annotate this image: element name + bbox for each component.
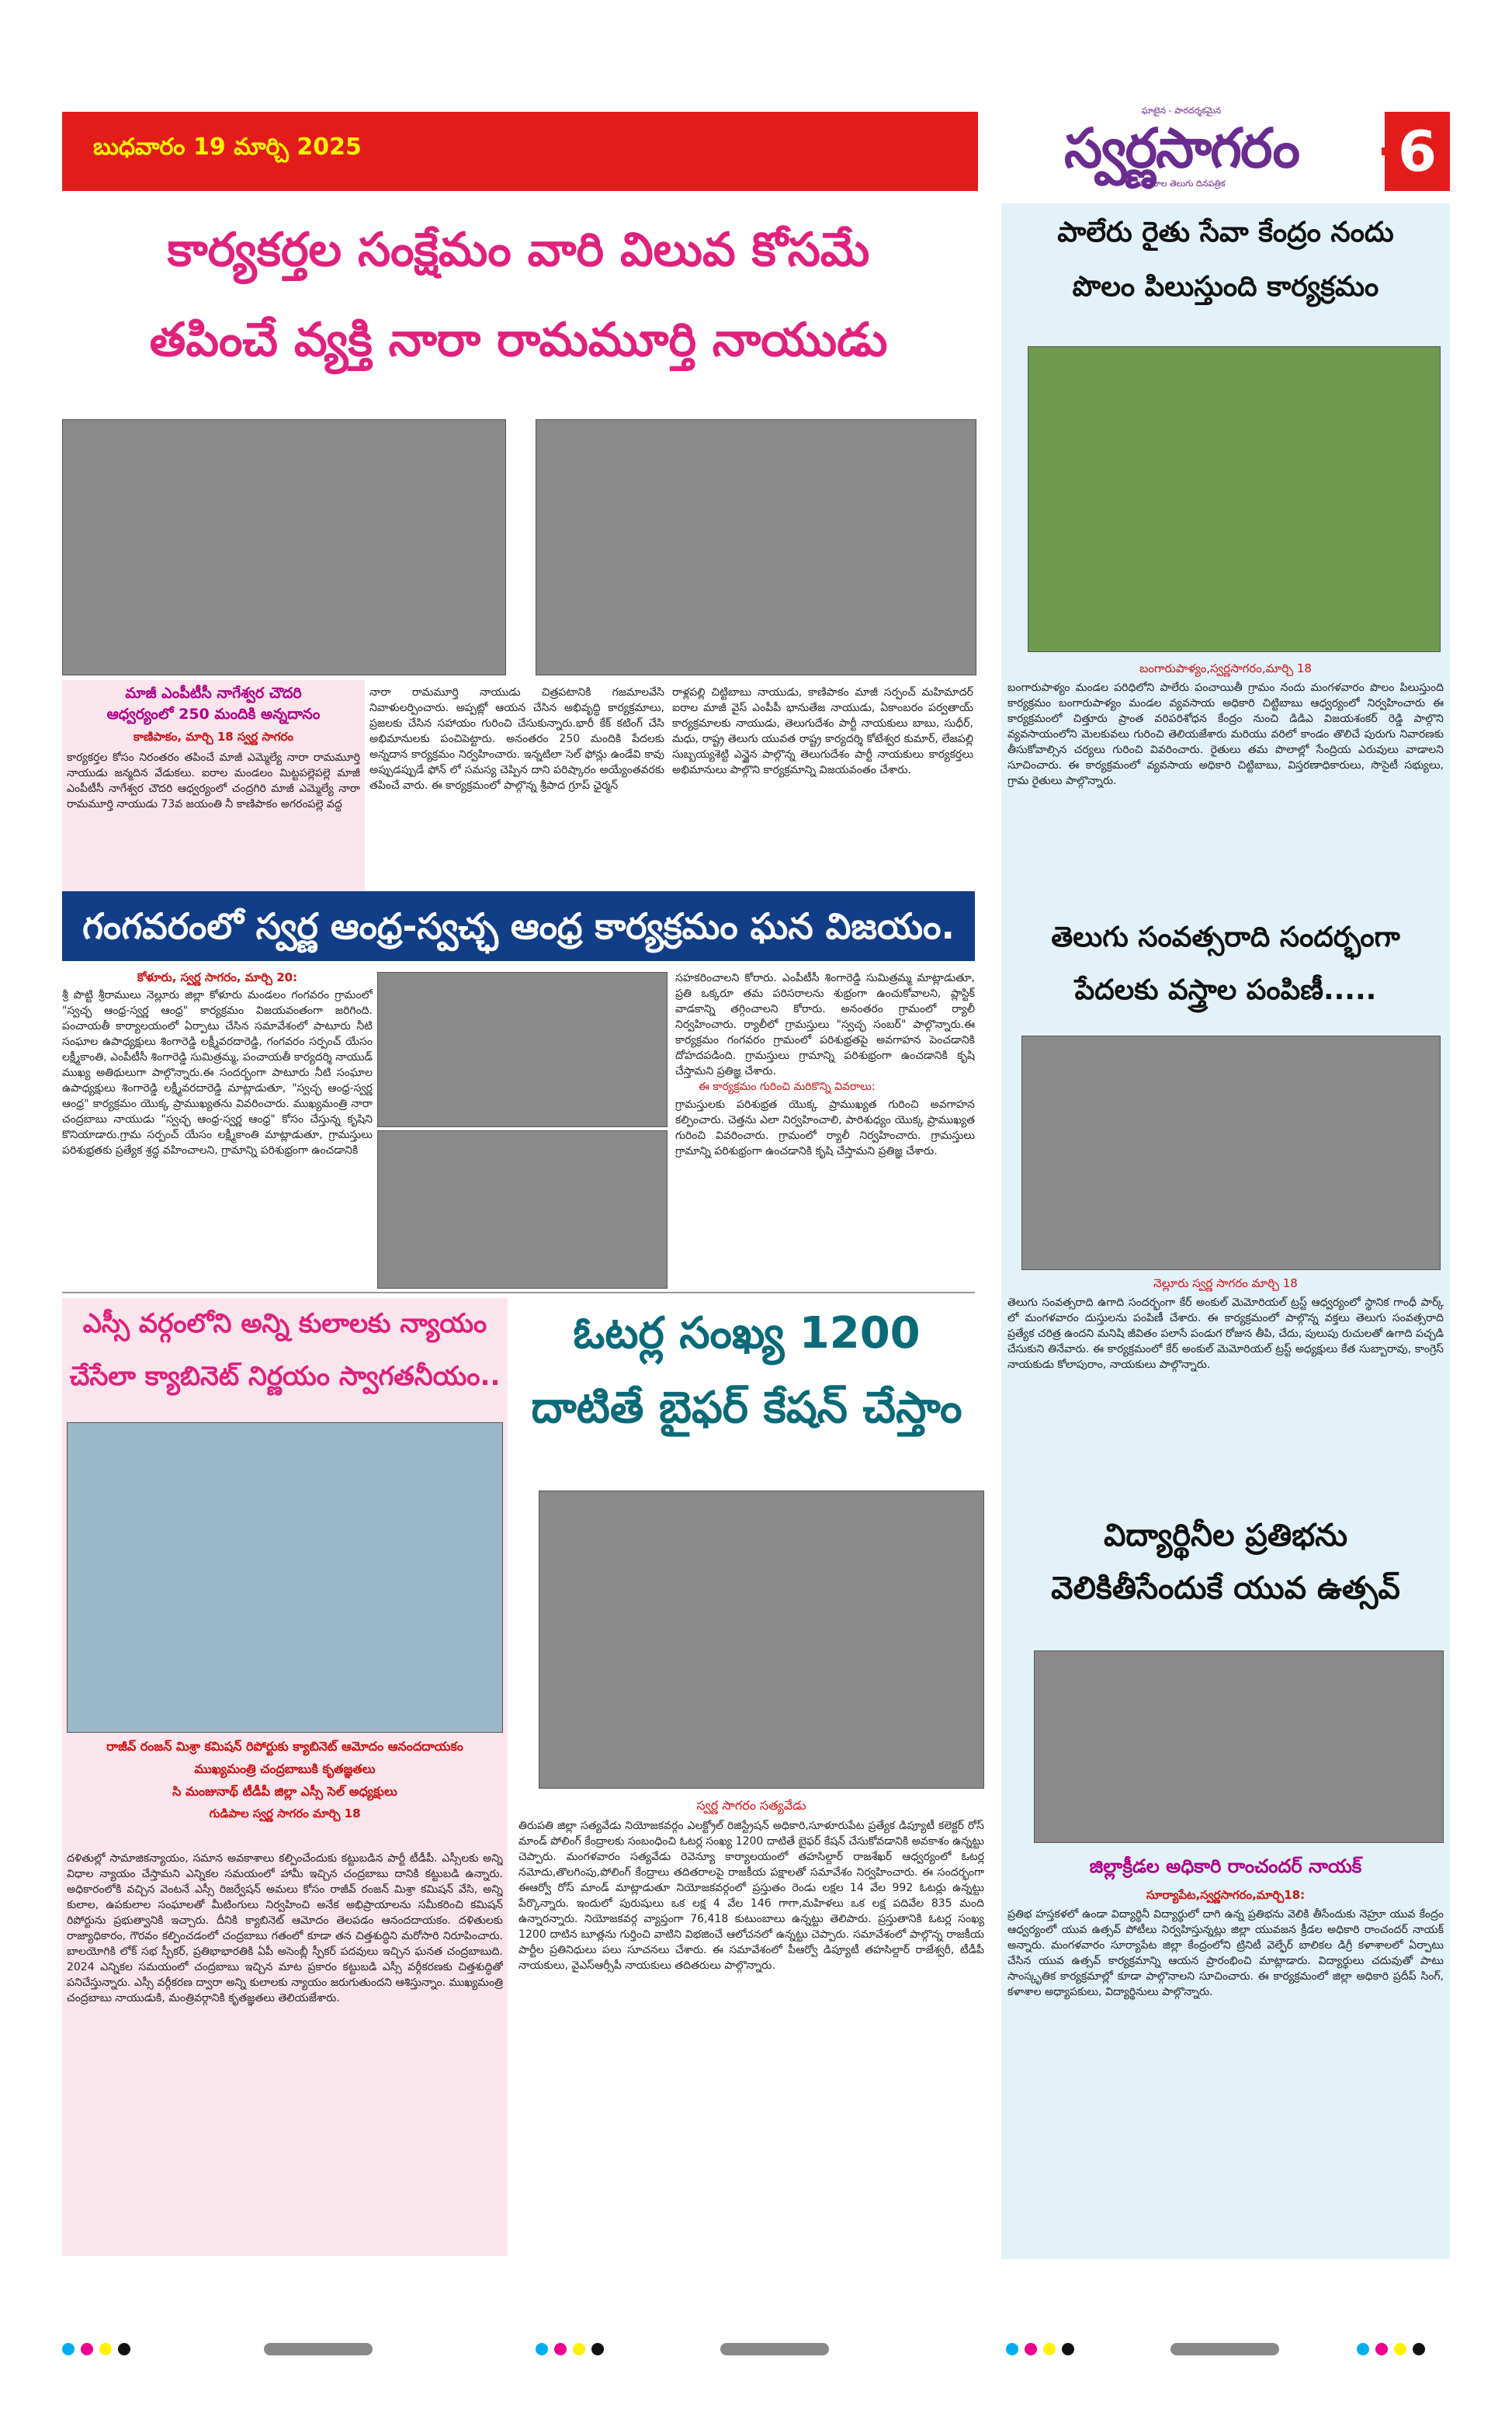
story4-headline-line1: ఓటర్ల సంఖ్య 1200 [573, 1308, 921, 1359]
story1-subheading1: మాజీ ఎంపీటీసీ నాగేశ్వర చౌదరి [125, 685, 302, 702]
story3-headline-line1: ఎస్సీ వర్గంలోని అన్ని కులాలకు న్యాయం [82, 1308, 487, 1339]
logo-top-line: ఘాటైన - పారదర్శకమైన [1141, 106, 1222, 116]
story7-event-photo [1034, 1650, 1444, 1843]
story6-headline-line1: తెలుగు సంవత్సరాది సందర్భంగా [1051, 921, 1400, 953]
story2-highlight: ఈ కార్యక్రమం గురించి మరికొన్ని వివరాలు: [699, 1081, 876, 1093]
footer-register-bar-1 [264, 2343, 373, 2355]
story3-caption1: రాజీవ్ రంజన్ మిశ్రా కమిషన్ రిపోర్టుకు క్యాబినెట్ ఆమోదం ఆనందదాయకం [106, 1739, 463, 1754]
footer-color-marks-3 [1006, 2343, 1074, 2355]
story2-col1: శ్రీ పొట్టి శ్రీరాములు నెల్లూరు జిల్లా కోళూరు మండలం గంగవరం గ్రామంలో "స్వచ్ఛ ఆంధ్ర-స్వర్ణ ఆంధ్ర" కార్యక్రమం విజయవంతంగా జరిగింది. పంచాయతీ కార్యాలయంలో ఏర్పాటు చేసిన సమావేశంలో పాటూరు నీటి సంఘాల ఉపాధ్యక్షులు శింగారెడ్డి లక్ష్మీవరదారెడ్డి, గంగవరం సర్పంచ్ యేసం లక్ష్మీకాంతి, ఎంపీటీసీ శింగారెడ్డి సుమిత్రమ్మ, పంచాయతీ కార్యదర్శి నాయుడ్ ముఖ్య అతిథులుగా పాల్గొన్నారు.ఈ సందర్భంగా పాటూరు నీటి సంఘాల ఉపాధ్యక్షులు శింగారెడ్డి లక్ష్మీవరదారెడ్డి మాట్లాడుతూ, "స్వచ్ఛ ఆంధ్ర-స్వర్ణ ఆంధ్ర" కార్యక్రమం యొక్క ప్రాముఖ్యతను వివరించారు. ముఖ్యమంత్రి నారా చంద్రబాబు నాయుడు "స్వచ్ఛ ఆంధ్ర-స్వర్ణ ఆంధ్ర" కోసం చేస్తున్న కృషిని కొనియాడారు.గ్రామ సర్పంచ్ యేసం లక్ష్మీకాంతి మాట్లాడుతూ, గ్రామస్తులు పరిశుభ్రతకు ప్రత్యేక శ్రద్ధ వహించాలని, గ్రామాన్ని పరిశుభ్రంగా ఉంచడానికి [62, 989, 373, 1157]
story5-headline-line2: పొలం పిలుస్తుంది కార్యక్రమం [1072, 271, 1379, 303]
story3-caption2: ముఖ్యమంత్రి చంద్రబాబుకి కృతజ్ఞతలు [194, 1761, 376, 1776]
story5-caption: బంగారుపాళ్యం,స్వర్ణసాగరం,మార్చి 18 [1139, 661, 1312, 675]
story2-col2-tail: గ్రామస్తులకు పరిశుభ్రత యొక్క ప్రాముఖ్యత గురించి అవగాహన కల్పించారు. చెత్తను ఎలా నిర్వహించాలి, పారిశుధ్యం యొక్క ప్రాముఖ్యత గురించి వివరించారు. గ్రామంలో ర్యాలీ నిర్వహించారు. గ్రామస్తులు గ్రామాన్ని పరిశుభ్రంగా ఉంచడానికి కృషి చేస్తామని ప్రతిజ్ఞ చేశారు. [675, 1098, 975, 1157]
logo-tagline: వాస్తవాల తెలుగు దినపత్రిక [1137, 179, 1226, 189]
story3-headline [62, 1306, 508, 1394]
story3-captions [67, 1739, 503, 1824]
story4-dateline: స్వర్ణ సాగరం సత్యవేడు [696, 1798, 806, 1813]
story5-body: బంగారుపాళ్యం మండల పరిధిలోని పాలేరు పంచాయితీ గ్రామం నందు మంగళవారం పొలం పిలుస్తుంది కార్యక్రమం బంగారుపాళ్యం మండల వ్యవసాయ అధికారి చిట్టిబాబు ఆధ్వర్యంలో నిర్వహించారు ఈ కార్యక్రమంలో చిత్తూరు ప్రాంత వరిపరిశోధన కేంద్రం నుంచి డిడిఎ విజయశంకర్ రెడ్డి పాల్గొని వ్యవసాయంలోని మెలకువలు గురించి తెలియజేశారు మరియు వరిలో కాండం తొలిచే పురుగు నివారణకు తీసుకోవాల్సిన చర్యలు గురించి వివరించారు. రైతులు తమ పొలాల్లో సేంద్రియ ఎరువులు వాడాలని సూచించారు. ఈ కార్యక్రమంలో వ్యవసాయ అధికారి చిట్టిబాబు, విస్తరణాధికారులు, సొసైటీ సభ్యులు, గ్రామ రైతులు పాల్గొన్నారు. [1007, 682, 1444, 787]
story2-col2-wrap [675, 970, 975, 1289]
story5-headline-line1: పాలేరు రైతు సేవా కేంద్రం నందు [1057, 217, 1394, 248]
story2-divider [62, 1292, 975, 1293]
story3-caption3: సి మంజునాథ్ టీడీపీ జిల్లా ఎస్సీ సెల్ అధ్యక్షులు [172, 1784, 397, 1799]
story1-headline [62, 219, 975, 371]
page-number: 6 [1385, 112, 1450, 191]
story4-body: తిరుపతి జిల్లా సత్యవేడు నియోజకవర్గం ఎలక్ట్రోల్ రిజిస్ట్రేషన్ అధికారి,సూళూరుపేట ప్రత్యేక డిప్యూటీ కలెక్టర్ రోస్ మాండ్ పోలింగ్ కేంద్రాలకు సంబంధించి ఓటర్ల సంఖ్య 1200 దాటితే బైఫర్ కేషన్ చేసుకోవడానికి అవకాశం ఉన్నట్టు చెప్పారు. మంగళవారం సత్యవేడు రెవెన్యూ కార్యాలయంలో తహసిల్దార్ రాజశేఖర్ ఆధ్వర్యంలో ఓటర్ల నమోదు,తొలగింపు,పోలింగ్ కేంద్రాలు తదితరాలపై రాజకీయ పక్షాలతో సమావేశం నిర్వహించారు. ఈ సందర్భంగా ఈఆర్వో రోస్ మాండ్ మాట్లాడుతూ నియోజకవర్గంలో ప్రస్తుతం రెండు లక్షల 14 వేల 992 ఓటర్లు ఉన్నట్టు పేర్కొన్నారు. ఇందులో పురుషులు ఒక లక్ష 4 వేల 146 గాగా,మహిళలు ఒక లక్ష పదివేల 835 మంది ఉన్నారన్నారు. నియోజకవర్గ వ్యాప్తంగా 76,418 కుటుంబాలు ఉన్నట్టు తెలిపారు. ప్రస్తుతానికి ఓటర్ల సంఖ్య 1200 దాటిన బూత్లను గుర్తించి వాటిని విభజించే ఆలోచనలో ఉన్నట్టు చెప్పారు. సమావేశంలో పాల్గొన్న రాజకీయ పార్టీల ప్రతినిధులు పలు సూచనలు చేశారు. ఈ సమావేశంలో పీఆర్వో డిప్యూటీ తహసిల్దార్ రాజేశ్వరీ, టీడీపీ నాయకులు, వైఎస్ఆర్సీపీ నాయకులు తదితరులు పాల్గొన్నారు. [518, 1820, 984, 1972]
story6-body: తెలుగు సంవత్సరాది ఉగాది సందర్భంగా కేర్ అంకుల్ మెమోరియల్ ట్రస్ట్ ఆధ్వర్యంలో స్థానిక గాంధీ పార్క్ లో మంగళవారం దుస్తులను పంపిణీ చేశారు. ఈ కార్యక్రమంలో పాల్గొన్న వక్తలు తెలుగు సంవత్సరాది ప్రత్యేక చరిత్ర ఉందని మనిషి జీవితం పలాసే పండుగ రోజున తీపి, చేదు, పులుపు రుచులతో ఉగాది పచ్చడి చేసుకుని తినేవారు. ఈ కార్యక్రమంలో కేర్ అంకుల్ మెమోరియల్ ట్రస్ట్ అధ్యక్షులు కేత సుబ్బారావు, కాంగ్రెస్ నాయకుడు కోలాపురాం, నాయకులు పాల్గొన్నారు. [1007, 1296, 1444, 1371]
story1-col2: నారా రామమూర్తి నాయుడు చిత్రపటానికి గజమాలవేసి నివాళులర్పించారు. అప్పట్లో ఆయన చేసిన అభివృద్ధి కార్యక్రమాలు, ప్రజలకు చేసిన సహాయం గురించి చేసుకున్నారు.భారీ కేక్ కటింగ్ చేసి అభిమానులకు పంచిపెట్టారు. అనంతరం 250 మందికి పేదలకు అన్నదాన కార్యక్రమం నిర్వహించారు. ఇన్నటిలా సెల్ ఫోన్లు ఉండేవి కావు అప్పుడప్పుడే ఫోన్ లో సమస్య చెప్పిన దాని పరిష్కారం అయ్యేంతవరకు తపించే వారు. ఈ కార్యక్రమంలో పాల్గొన్న శ్రీపాద గ్రూప్ ఛైర్మన్ [369, 686, 664, 792]
story1-headline-line2: తపించే వ్యక్తి నారా రామమూర్తి నాయుడు [149, 313, 888, 367]
story4-meeting-photo [539, 1491, 984, 1789]
story7-dateline: సూర్యాపేట,స్వర్ణసాగరం,మార్చి18: [1146, 1888, 1306, 1902]
story4-headline [518, 1306, 975, 1436]
story3-headline-line2: చేసేలా క్యాబినెట్ నిర్ణయం స్వాగతనీయం.. [69, 1361, 501, 1392]
footer-color-marks-1 [62, 2343, 130, 2355]
footer-color-marks-4 [1357, 2343, 1425, 2355]
story7-headline-line2: వెలికితీసేందుకే యువ ఉత్సవ్ [1051, 1570, 1400, 1606]
footer-register-bar-2 [720, 2343, 829, 2355]
footer-color-marks-2 [536, 2343, 604, 2355]
story1-headline-line1: కార్యకర్తల సంక్షేమం వారి విలువ కోసమే [167, 223, 870, 277]
footer-register-bar-3 [1170, 2343, 1279, 2355]
story2-col1-wrap [62, 970, 373, 1289]
story7-caption: జిల్లాక్రీడల అధికారి రాంచందర్ నాయక్ [1089, 1855, 1362, 1877]
story7-body: ప్రతిభ హస్తకళలో ఉండా విద్యార్థినీ విద్యార్థులో దాగి ఉన్న ప్రతిభను వెలికి తీసేందుకు నెహ్రూ యువ కేంద్రం ఆధ్వర్యంలో యువ ఉత్సవ్ పోటీలు నిర్వహిస్తున్నట్లు జిల్లా యువజన క్రీడల అధికారి రాంచందర్ నాయక్ అన్నారు. మంగళవారం సూర్యాపేట జిల్లా కేంద్రంలోని ట్రినిటీ వెల్ఫేర్ బాలికల డిగ్రీ కళాశాలలో ఏర్పాటు చేసిన యువ ఉత్సవ్ కార్యక్రమాన్ని ఆయన ప్రారంభించి మాట్లాడారు. విద్యార్థులు చదువుతో పాటు సాంస్కృతిక కార్యక్రమాల్లో కూడా పాల్గొనాలని సూచించారు. ఈ కార్యక్రమంలో జిల్లా అధికారి ప్రదీప్ సింగ్, కళాశాల అధ్యాపకులు, విద్యార్థినులు పాల్గొన్నారు. [1007, 1908, 1444, 1998]
story4-headline-line2: దాటితే బైఫర్ కేషన్ చేస్తాం [531, 1383, 962, 1433]
story6-headline-line2: పేదలకు వస్త్రాల పంపిణీ..... [1074, 974, 1377, 1006]
story7-headline-line1: విద్యార్థినీల ప్రతిభను [1103, 1518, 1348, 1553]
story1-photo-right [536, 419, 976, 675]
story3-portrait-photo [67, 1422, 503, 1733]
issue-date: బుధవారం 19 మార్చి 2025 [93, 134, 362, 161]
story1-photo-left [62, 419, 506, 675]
story2-col2: సహకరించాలని కోరారు. ఎంపీటీసీ శింగారెడ్డి సుమిత్రమ్మ మాట్లాడుతూ, ప్రతి ఒక్కరూ తమ పరిసరాలను శుభ్రంగా ఉంచుకోవాలని, ప్లాస్టిక్ వాడకాన్ని తగ్గించాలని కోరారు. అనంతరం గ్రామంలో ర్యాలీ నిర్వహించారు. ర్యాలీలో గ్రామస్తులు "స్వచ్ఛ సంబర్" పాల్గొన్నారు.ఈ కార్యక్రమం గంగవరం గ్రామంలో పరిశుభ్రతపై అవగాహన పెంచడానికి దోహదపడింది. గ్రామస్తులు గ్రామాన్ని పరిశుభ్రంగా ఉంచడానికి కృషి చేస్తామని ప్రతిజ్ఞ చేశారు. [675, 972, 975, 1078]
newspaper-logo [984, 104, 1378, 194]
story1-col3: రాళ్లపల్లి చిట్టిబాబు నాయుడు, కాణిపాకం మాజీ సర్పంచ్ మహిమాదర్ ఐరాల మాజీ వైస్ ఎంపీపీ భానుతేజ నాయుడు, ఏకాంబరం పర్వతాయ్ కార్యక్రమాలకు నాయుడు, తెలుగుదేశం పార్టీ నాయకులు బాబు, సుధీర్, మధు, రాష్ట్ర తెలుగు యువత రాష్ట్ర కార్యదర్శి కోటేశ్వర కుమార్, లేజపల్లి సుబ్బయ్యశెట్టి ఎన్జైన పాల్గొన్న తెలుగుదేశం పార్టీ నాయకులు కార్యకర్తలు అభిమానులు పాల్గొని కార్యక్రమాన్ని విజయవంతం చేశారు. [672, 686, 973, 776]
story2-dateline: కోళూరు, స్వర్ణ సాగరం, మార్చి 20: [137, 970, 298, 984]
story2-photo-top [377, 972, 668, 1127]
story1-dateline: కాణిపాకం, మార్చి 18 స్వర్ణ సాగరం [133, 730, 294, 744]
story1-subheading2: ఆధ్వర్యంలో 250 మందికి అన్నదానం [106, 706, 321, 723]
story2-banner: గంగవరంలో స్వర్ణ ఆంధ్ర-స్వచ్ఛ ఆంధ్ర కార్యక్రమం ఘన విజయం. [62, 891, 975, 961]
story6-distribution-photo [1021, 1036, 1441, 1270]
story2-photo-bottom [377, 1130, 668, 1289]
story3-dateline: గుడిపాల స్వర్ణ సాగరం మార్చి 18 [209, 1806, 361, 1820]
story3-body: దళితుల్లో సామాజికన్యాయం, సమాన అవకాశాలు కల్పించేందుకు కట్టుబడిన పార్టీ టీడీపీ. ఎస్సీలకు అన్ని విధాల న్యాయం చేస్తామని ఎన్నికల సమయంలో హామీ ఇచ్చిన చంద్రబాబు దానికి కట్టుబడి ఉన్నారు. అధికారంలోకి వచ్చిన వెంటనే ఎస్సీ రిజర్వేషన్ అమలు కోసం రాజీవ్ రంజన్ మిశ్రా కమిషన్ వేసి, అన్ని కులాల, ఉపకులాల సంఘాలతో మీటింగులు నిర్వహించి అనేక అభిప్రాయాలను సమీకరించి కమిషన్ రిపోర్టును ప్రభుత్వానికి ఇచ్చారు. దీనికి క్యాబినెట్ ఆమోదం తెలపడం ఆనందదాయకం. దళితులకు రాజ్యాధికారం, గౌరవం కల్పించడంలో చంద్రబాబు గతంలో కూడా తన చిత్తశుద్ధిని మరోసారి నిరూపించారు. బాలయోగికి లోక్ సభ స్పీకర్, ప్రతిభాభారతికి ఏపీ అసెంబ్లీ స్పీకర్ పదవులు ఇచ్చిన ఘనత చంద్రబాబుది. 2024 ఎన్నికల సమయంలో చంద్రబాబు ఇచ్చిన మాట ప్రకారం కట్టుబడి ఎస్సీ వర్గీకరణకు చిత్తశుద్ధితో పనిచేస్తున్నారు. ఎస్సీ వర్గీకరణ ద్వారా అన్ని కులాలకు న్యాయం జరుగుతుందని ఆశిస్తున్నాం. ముఖ్యమంత్రి చంద్రబాబు నాయుడుకి, మంత్రివర్గానికి కృతజ్ఞతలు తెలియజేశారు. [67, 1852, 503, 2004]
story6-headline [1001, 919, 1450, 1009]
story1-col1: కార్యకర్తల కోసం నిరంతరం తపించే మాజీ ఎమ్మెల్యే నారా రామమూర్తి నాయుడు జన్మదిన వేడుకలు. ఐరాల మండలం మిట్టపల్లెపల్లె మాజీ ఎంపీటీసీ నాగేశ్వర చౌదరి ఆధ్వర్యంలో చంద్రగిరి మాజీ ఎమ్మెల్యే నారా రామమూర్తి నాయుడు 73వ జయంతి నీ కాణిపాకం అగరంపల్లె వద్ద [67, 751, 360, 810]
date-bar [62, 112, 978, 191]
logo-title: స్వర్ణసాగరం [1064, 116, 1299, 180]
story7-headline [1001, 1515, 1450, 1609]
story1-sidebar [62, 680, 365, 902]
story6-caption: నెల్లూరు స్వర్ణ సాగరం మార్చి 18 [1153, 1276, 1298, 1290]
story5-headline [1001, 214, 1450, 306]
story5-field-photo [1028, 346, 1441, 652]
